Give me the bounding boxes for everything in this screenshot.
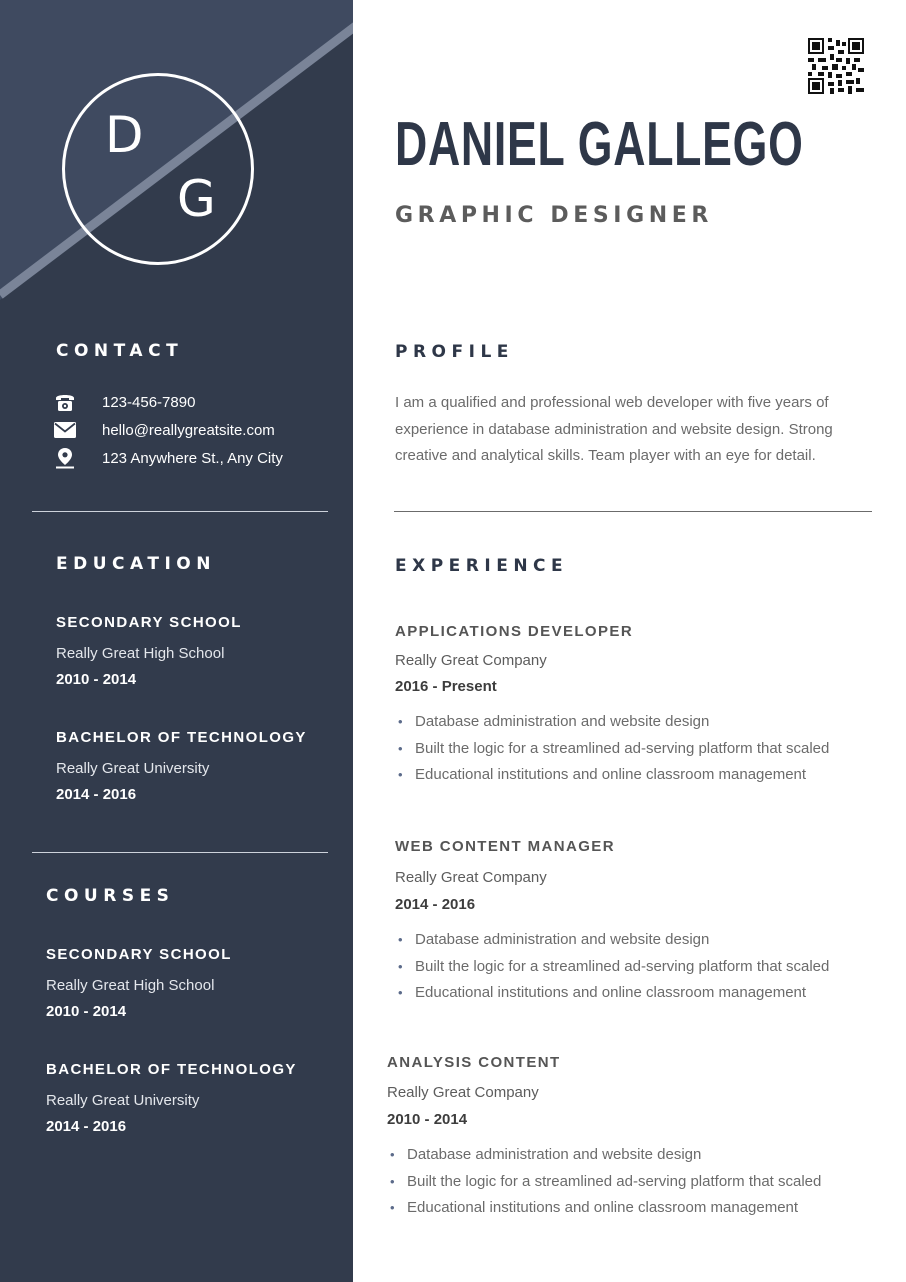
job-bullet-list	[395, 927, 829, 1007]
phone-icon	[54, 391, 76, 413]
job-title: APPLICATIONS DEVELOPER	[395, 623, 634, 640]
education-entry-institution: Really Great High School	[56, 645, 225, 662]
job-bullet: • Database administration and website design	[387, 1142, 821, 1169]
education-entry-institution: Really Great University	[56, 760, 210, 777]
sidebar	[0, 0, 353, 1282]
job-years: 2016 - Present	[395, 678, 497, 695]
education-entry-years: 2010 - 2014	[56, 671, 137, 688]
job-company: Really Great Company	[395, 652, 547, 669]
course-entry-title: BACHELOR OF TECHNOLOGY	[46, 1061, 297, 1078]
candidate-name: DANIEL GALLEGO	[395, 110, 804, 179]
mail-icon	[54, 419, 76, 441]
job-years: 2010 - 2014	[387, 1111, 468, 1128]
location-icon	[54, 447, 76, 469]
contact-phone	[54, 391, 196, 413]
education-entry-years: 2014 - 2016	[56, 786, 137, 803]
job-bullet: • Built the logic for a streamlined ad-serving platform that scaled	[395, 954, 829, 981]
job-bullet: • Educational institutions and online classroom management	[395, 980, 829, 1007]
contact-address	[54, 447, 283, 469]
sidebar-divider	[32, 511, 328, 512]
profile-heading: PROFILE	[395, 342, 514, 362]
qr-code-icon[interactable]	[808, 38, 864, 94]
job-bullet: • Educational institutions and online classroom management	[395, 762, 829, 789]
contact-phone-text[interactable]: 123-456-7890	[102, 393, 196, 411]
course-entry-title: SECONDARY SCHOOL	[46, 946, 232, 963]
job-bullet-list	[395, 709, 829, 789]
education-entry-title: BACHELOR OF TECHNOLOGY	[56, 729, 307, 746]
experience-heading: EXPERIENCE	[395, 556, 569, 576]
monogram-circle	[62, 73, 254, 265]
course-entry-years: 2010 - 2014	[46, 1003, 127, 1020]
job-bullet: • Educational institutions and online classroom management	[387, 1195, 821, 1222]
job-company: Really Great Company	[387, 1084, 539, 1101]
job-years: 2014 - 2016	[395, 896, 476, 913]
contact-email-text[interactable]: hello@reallygreatsite.com	[102, 421, 275, 439]
education-heading: EDUCATION	[56, 554, 216, 574]
monogram-second-letter: G	[177, 170, 216, 228]
job-bullet-list	[387, 1142, 821, 1222]
job-title: WEB CONTENT MANAGER	[395, 838, 615, 855]
monogram-first-letter: D	[105, 106, 144, 164]
job-title: ANALYSIS CONTENT	[387, 1054, 561, 1071]
candidate-role: GRAPHIC DESIGNER	[395, 203, 713, 228]
contact-heading: CONTACT	[56, 341, 184, 361]
job-bullet: • Database administration and website design	[395, 927, 829, 954]
job-bullet: • Built the logic for a streamlined ad-serving platform that scaled	[387, 1169, 821, 1196]
profile-text: I am a qualified and professional web developer with five years of experience in database administration and website design. Strong creative and analytical skills. Team player with an eye for detail.	[395, 394, 833, 464]
main-divider	[394, 511, 872, 512]
job-company: Really Great Company	[395, 869, 547, 886]
education-entry-title: SECONDARY SCHOOL	[56, 614, 242, 631]
course-entry-institution: Really Great University	[46, 1092, 200, 1109]
course-entry-years: 2014 - 2016	[46, 1118, 127, 1135]
contact-email	[54, 419, 275, 441]
contact-address-text: 123 Anywhere St., Any City	[102, 449, 283, 467]
course-entry-institution: Really Great High School	[46, 977, 215, 994]
sidebar-divider	[32, 852, 328, 853]
courses-heading: COURSES	[46, 886, 175, 906]
job-bullet: • Database administration and website design	[395, 709, 829, 736]
job-bullet: • Built the logic for a streamlined ad-serving platform that scaled	[395, 736, 829, 763]
